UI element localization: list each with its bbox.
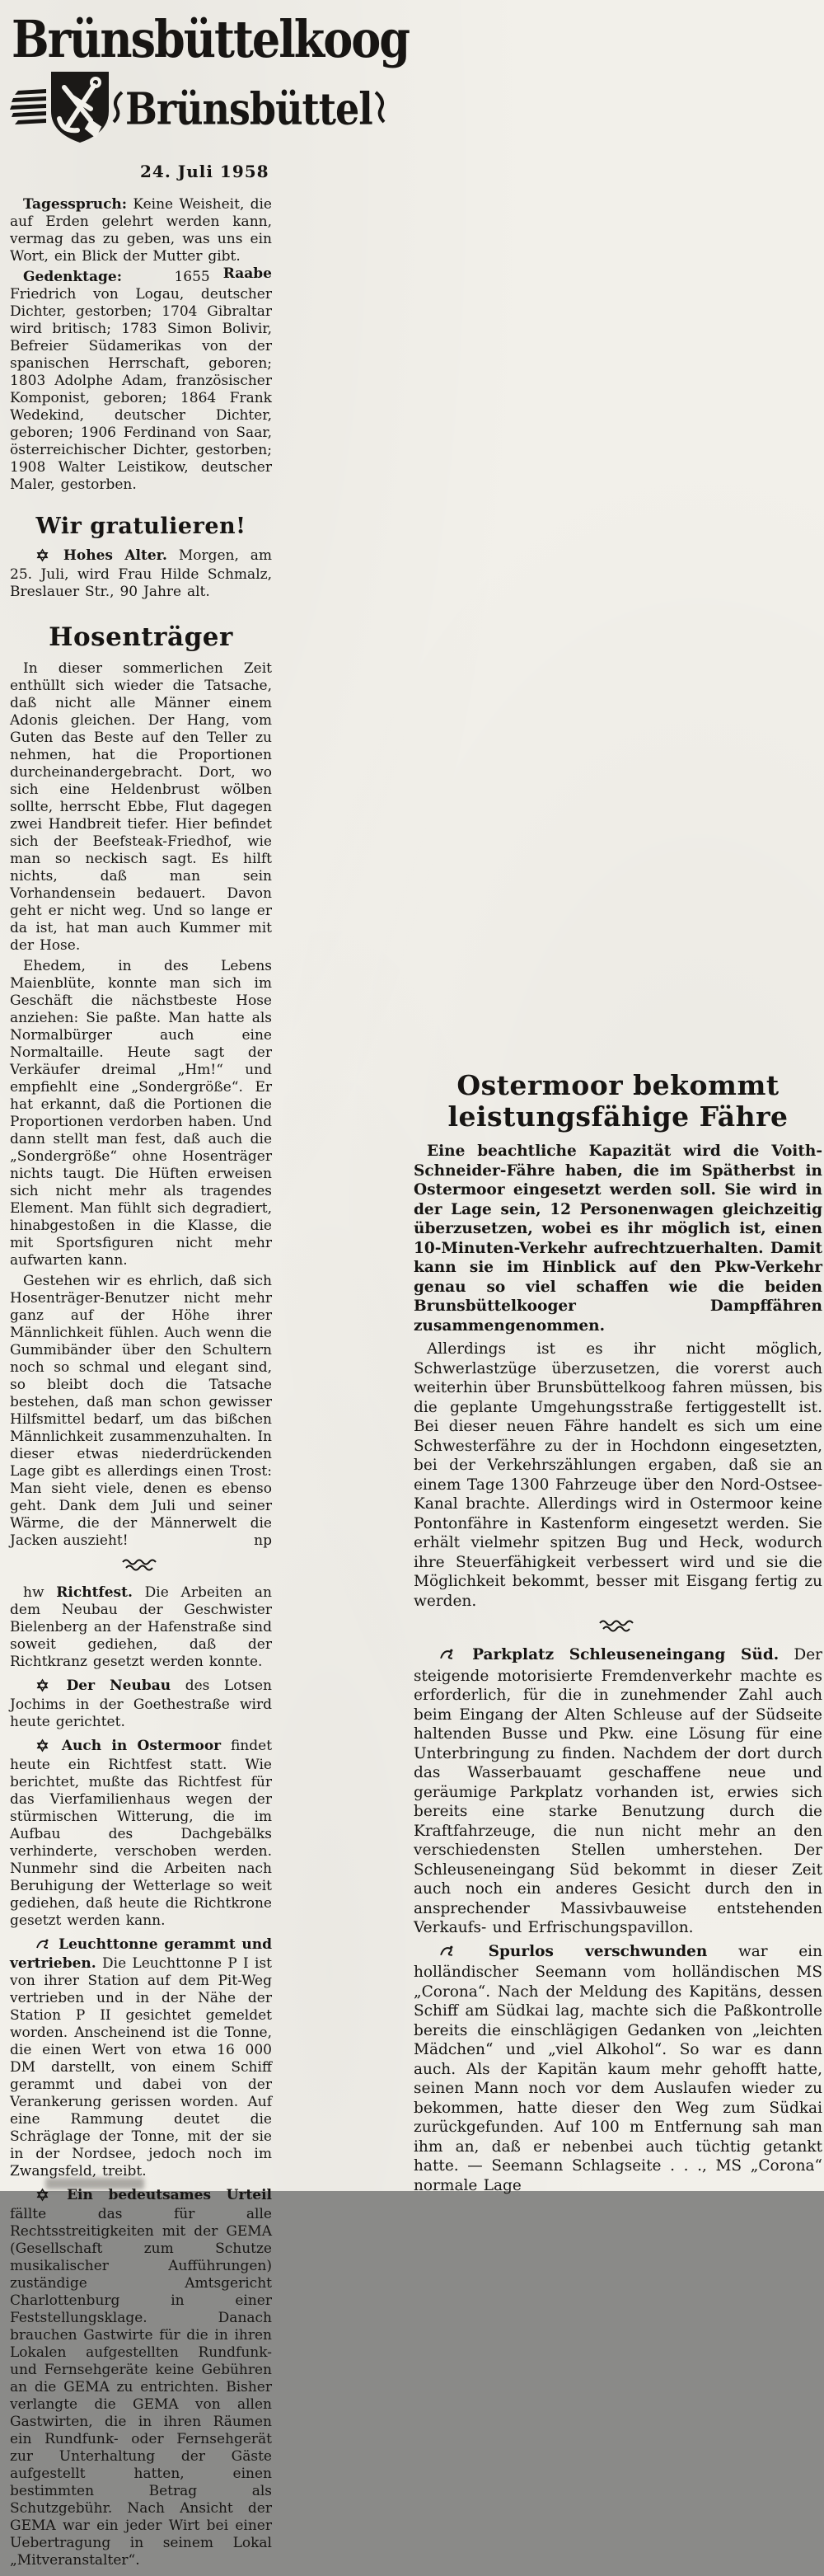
note-lead: Der Neubau [66, 1677, 171, 1694]
gedenktage-paragraph [10, 269, 272, 494]
note-text: Morgen, am 25. Juli, wird Frau Hilde Schmalz, Breslauer Str., 90 Jahre alt. [10, 547, 272, 600]
masthead-title-line2: Brünsbüttel [125, 82, 372, 135]
note-text: Die Arbeiten an dem Neubau der Geschwister Bielenberg an der Hafenstraße sind soweit gediehen, daß der Richtkranz gesetzt werden konnte. [10, 1584, 273, 1670]
section-divider-icon [10, 1558, 272, 1574]
star-icon [23, 2189, 49, 2206]
note-richtfest [10, 1584, 272, 1671]
right-column [414, 1070, 822, 2199]
note-lead: Ein bedeutsames Urteil [67, 2187, 273, 2203]
note-lead: Leuchttonne gerammt und vertrieben. [10, 1936, 273, 1972]
headline-hosentraeger: Hosenträger [49, 622, 233, 652]
headline-ostermoor-faehre [414, 1070, 822, 1132]
headline-line-1: Ostermoor bekommt [456, 1069, 780, 1101]
flourish-left-icon [112, 91, 124, 127]
star-icon [23, 1739, 49, 1757]
headline-wir-gratulieren: Wir gratulieren! [35, 514, 246, 539]
note-leuchttonne [10, 1936, 272, 2180]
note-lead: Spurlos verschwunden [488, 1942, 708, 1960]
hosentraeger-para-1: In dieser sommerlichen Zeit enthüllt sich wieder die Tatsache, daß nicht alle Männer einem Adonis gleichen. Der Hang, vom Guten das Beste auf den Teller zu nehmen, hat die Proportionen durcheinandergebracht. Dort, wo sich eine Heldenbrust wölben sollte, herrscht Ebbe, Flut dagegen zwei Handbreit tiefer. Hier befindet sich der Beefsteak-Friedhof, wie man so neckisch sagt. Es hilft nichts, daß man sein Vorhandensein bedauert. Davon geht er nicht weg. Und so lange er da ist, hat man auch Kummer mit der Hose. [10, 660, 272, 954]
speed-lines-icon [10, 86, 46, 132]
page-edge-artifact [45, 2178, 144, 2189]
note-lead: Richtfest. [56, 1584, 133, 1601]
ornament-icon [427, 1647, 454, 1667]
crest-shield-icon [48, 69, 112, 148]
note-bedeutsames-urteil [10, 2187, 272, 2569]
hosentraeger-para-3-text: Gestehen wir es ehrlich, daß sich Hosenträger-Benutzer nicht mehr ganz auf der Höhe ihrer Männlichkeit fühlen. Auch wenn die Gummibänder über den Schultern noch so schmal und elegant sind, so bleibt doch die Tatsache bestehen, daß man schon gewisser Hilfsmittel bedarf, um das bißchen Männlichkeit zusammenzuhalten. In dieser etwas niederdrückenden Lage gibt es allerdings einen Trost: Man sieht viele, denen es ebenso geht. Dank dem Juli und seiner Wärme, die der Männerwelt die Jacken auszieht! [10, 1273, 272, 1549]
ferry-lead-paragraph: Eine beachtliche Kapazität wird die Voith-Schneider-Fähre haben, die im Spätherbst in Ostermoor eingesetzt werden soll. Sie wird in der Lage sein, 12 Personenwagen gleichzeitig überzusetzen, wobei es ihr möglich ist, einen 10-Minuten-Verkehr aufrechtzuerhalten. Damit kann sie im Hinblick auf den Pkw-Verkehr genau so viel schaffen wie die beiden Brunsbüttelkooger Dampffähren zusammengenommen. [414, 1143, 822, 1335]
tagesspruch-attribution: Raabe [222, 265, 272, 282]
ornament-icon [23, 1938, 49, 1955]
note-spurlos-verschwunden [414, 1942, 822, 2196]
note-text: findet heute ein Richtfest statt. Wie berichtet, mußte das Richtfest für das Vierfamilienhaus wegen der stürmischen Witterung, die im Aufbau des Dachgebälks verhinderte, verschoben werden. Nunmehr sind die Arbeiten nach Beruhigung der Wetterlage so weit gediehen, daß heute die Richtkrone gesetzt werden kann. [10, 1738, 273, 1929]
note-lead: Parkplatz Schleuseneingang Süd. [472, 1646, 780, 1664]
note-lead: Hohes Alter. [63, 547, 167, 564]
issue-date: 24. Juli 1958 [140, 162, 269, 181]
hosentraeger-para-2: Ehedem, in des Lebens Maienblüte, konnte man sich im Geschäft die nächstbeste Hose anziehen: Sie paßte. Man hatte als Normalbürger auch eine Normaltaille. Heute sagt der Verkäufer dreimal „Hm!“ und empfiehlt eine „Sondergröße“. Er hat erkannt, daß die Portionen die Proportionen verdorben haben. Und dann stellt man fest, daß auch die „Sondergröße“ ohne Hosenträger nichts taugt. Die Hüften erweisen sich nicht mehr als tragendes Element. Man fühlt sich degradiert, hinabgestoßen in die Klasse, die mit Sportsfiguren nicht mehr aufwarten kann. [10, 958, 272, 1269]
gedenktage-label: Gedenktage: [23, 269, 123, 285]
note-parkplatz [414, 1645, 822, 1938]
tagesspruch-label: Tagesspruch: [23, 196, 128, 213]
gedenktage-text: 1655 Friedrich von Logau, deutscher Dichter, gestorben; 1704 Gibraltar wird britisch; 1783 Simon Bolivir, Befreier Südamerikas von der spanischen Herrschaft, geboren; 1803 Adolphe Adam, französischer Komponist, geboren; 1864 Frank Wedekind, deutscher Dichter, geboren; 1906 Ferdinand von Saar, österreichischer Dichter, gestorben; 1908 Walter Leistikow, deutscher Maler, gestorben. [10, 269, 272, 493]
headline-line-2: leistungsfähige Fähre [447, 1100, 789, 1133]
note-text: des Lotsen Jochims in der Goethestraße wird heute gerichtet. [10, 1677, 272, 1730]
note-lead: Auch in Ostermoor [61, 1738, 222, 1754]
masthead-title-line1: Brünsbüttelkoog [12, 8, 409, 69]
note-hohes-alter [10, 547, 272, 601]
note-text: Der steigende motorisierte Fremdenverkehr machte es erforderlich, für die in zunehmender Zahl auch beim Eingang der Alten Schleuse auf der Südseite haltenden Busse und Pkw. eine Lösung für eine Unterbringung zu finden. Nachdem der dort durch das Wasserbauamt geschaffene neue und geräumige Parkplatz vorhanden ist, erwies sich bereits eine starke Benutzung durch die Kraftfahrzeuge, die nun nicht mehr an den verschiedensten Stellen umherstehen. Der Schleuseneingang Süd bekommt in dieser Zeit auch noch ein anderes Gesicht durch den in ansprechender Massivbauweise entstehenden Verkaufs- und Erfrischungspavillon. [414, 1646, 822, 1937]
left-column [10, 8, 409, 2576]
star-icon [23, 549, 49, 566]
note-prefix: hw [23, 1584, 44, 1601]
note-der-neubau [10, 1677, 272, 1731]
hosentraeger-para-3 [10, 1273, 272, 1550]
masthead [10, 8, 409, 181]
note-text: fällte das für alle Rechtsstreitigkeiten mit der GEMA (Gesellschaft zum Schutze musikalischer Aufführungen) zuständige Amtsgericht Charlottenburg in einer Feststellungsklage. Danach brauchen Gastwirte für die in ihren Lokalen aufgestellten Rundfunk- und Fernsehgeräte keine Gebühren an die GEMA zu entrichten. Bisher verlangte die GEMA von allen Gastwirten, die in ihren Räumen ein Rundfunk- oder Fernsehgerät zur Unterhaltung der Gäste aufgestellt hatten, einen bestimmten Betrag als Schutzgebühr. Nach Ansicht der GEMA war ein jeder Wirt bei einer Uebertragung in seinem Lokal „Mitveranstalter“. [10, 2206, 272, 2569]
section-divider-icon [414, 1619, 822, 1635]
ornament-icon [427, 1944, 454, 1964]
ferry-body-paragraph: Allerdings ist es ihr nicht möglich, Schwerlastzüge überzusetzen, die vorerst auch weiterhin über Brunsbüttelkoog fahren müssen, bis die geplante Umgehungsstraße fertiggestellt ist. Bei dieser neuen Fähre handelt es sich um eine Schwesterfähre zu der in Hochdonn eingesetzten, bei der Verkehrszählungen ergaben, daß sie an einem Tage 1300 Fahrzeuge über den Nord-Ostsee-Kanal brachte. Allerdings wird in Ostermoor keine Pontonfähre in Kastenform eingesetzt werden. Sie erhält vielmehr spitzen Bug und Heck, wodurch ihre Steuerfähigkeit verbessert wird und sie die Möglichkeit bekommt, besser mit Eisgang fertig zu werden. [414, 1340, 822, 1610]
author-initials: np [254, 1532, 272, 1549]
star-icon [23, 1679, 49, 1696]
flourish-right-icon [374, 91, 386, 127]
note-auch-in-ostermoor [10, 1738, 272, 1930]
note-text: war ein holländischer Seemann vom holländischen MS „Corona“. Nach der Meldung des Kapitäns, dessen Schiff am Südkai lag, machte sich die Paßkontrolle bereits die einschlägigen Gedanken von „leichten Mädchen“ und „viel Alkohol“. So war es dann auch. Als der Kapitän kaum mehr gehofft hatte, seinen Mann noch vor dem Auslaufen wieder zu bekommen, hatte dieser den Weg zum Südkai zurückgefunden. Auf 100 m Entfernung sah man ihm an, daß er nebenbei auch tüchtig getankt hatte. — Seemann Schlagseite . . ., MS „Corona“ normale Lage [414, 1942, 822, 2194]
note-text: Die Leuchttonne P I ist von ihrer Station auf dem Pit-Weg vertrieben und in der Nähe der Station P II gesichtet gemeldet worden. Anscheinend ist die Tonne, die einen Wert von etwa 16 000 DM darstellt, von einem Schiff gerammt und dabei von der Verankerung gerissen worden. Auf eine Rammung deutet die Schräglage der Tonne, mit der sie in der Nordsee, jedoch noch im Zwangsfeld, treibt. [10, 1955, 273, 2180]
crest-row [10, 69, 372, 148]
tagesspruch-text: Keine Weisheit, die auf Erden gelehrt werden kann, vermag das zu geben, was uns ein Wort, ein Blick der Mutter gibt. [10, 196, 272, 265]
